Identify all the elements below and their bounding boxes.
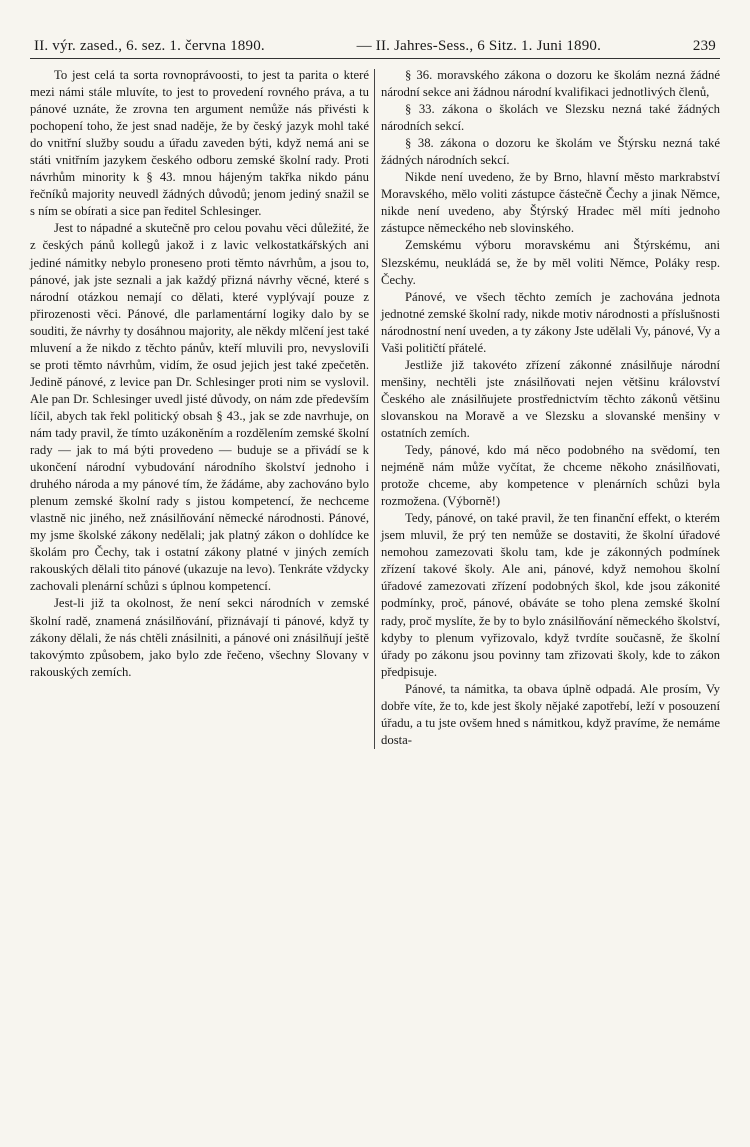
running-header	[30, 38, 720, 59]
left-column	[30, 67, 374, 749]
right-column	[375, 67, 720, 749]
page-number: 239	[692, 38, 716, 54]
paragraph: Tedy, pánové, on také pravil, že ten finanční effekt, o kterém jsem mluvil, že prý ten nemůže se dostaviti, že školní úřadové nemohou zamezovati školu tam, kde je zákonných podmínek zřízení takové školy. Ale ani, pánové, když nemohou školní úřadové zamezovati zřízení podobných škol, kde jsou zákonité podmínky, proč, pánové, obáváte se toho plena zemské školní rady, proč myslíte, že by to bylo znásilňování německého školství, kdyby to plenum vyřizovalo, když tvrdíte současně, že školní úřady po zákonu jsou povinny tam zřizovati školy, kde to zákon předpisuje.	[381, 511, 720, 679]
paragraph: § 38. zákona o dozoru ke školám ve Štýrsku nezná také žádných národních sekcí.	[381, 136, 720, 168]
header-left: II. výr. zased., 6. sez. 1. června 1890.	[34, 38, 265, 54]
paragraph: § 33. zákona o školách ve Slezsku nezná také žádných národních sekcí.	[381, 102, 720, 134]
paragraph: Jest-li již ta okolnost, že není sekci národních v zemské školní radě, znamená znásilňování, přiznávají ti pánové, když ty zákony dělali, že nás chtěli znásilniti, a pánové oni znásilňují ještě takovýmto způsobem, jako bylo zde řečeno, všechny Slovany v rakouských zemích.	[30, 596, 369, 679]
paragraph: Jest to nápadné a skutečně pro celou povahu věci důležité, že z českých pánů kollegů jakož i z lavic velkostatkářských ani jediné námitky nebylo proneseno proti těmto návrhům, a jsou to, pánové, jak jste seznali a jak každý přizná návrhy věcné, které s národní otázkou nemají co dělati, které vyplývají pouze z přirozenosti věci. Pánové, dle parlamentární logiky dalo by se souditi, že návrhy ty dosáhnou majority, ale někdy mlčení jest také mluvení a že nikdo z těchto pánův, kteří mluvili pro, nevysloviIi se proti těmto návrhům, vidím, že osud jejich jest také zpečetěn. Jedině pánové, z levice pan Dr. Schlesinger proti nim se vyslovil. Ale pan Dr. Schlesinger uvedl jisté důvody, on nám zde především líčil, abych tak řekl politický obsah § 43., jak se zde navrhuje, on nám tady pravil, že tímto uzákoněním a rozdělením zemské školní rady — jak to má býti provedeno — buduje se a přivádí se k ukončení národní vybudování národního školství jednoho i druhého národa a my pánové tím, že žádáme, aby zachováno bylo plenum zemské školní rady s jistou kompetencí, že nechceme vlastně nic jiného, než znásilňování německé národnosti. Pánové, my jsme školské zákony nedělali; jak platný zákon o dohlídce ke školám pro Čechy, tak i ostatní zákony platné v jiných zemích rakouských dělali tito pánové (ukazuje na levo). Tenkráte vždycky zachovali plenární schůzi s úplnou kompetencí.	[30, 221, 369, 594]
header-center: — II. Jahres-Sess., 6 Sitz. 1. Juni 1890.	[356, 38, 602, 54]
paragraph: Tedy, pánové, kdo má něco podobného na svědomí, ten nejméně nám může vyčítat, že chceme někoho znásilňovati, protože chceme, aby kompetence v plenárních schůzi byla rozmožena. (Výborně!)	[381, 443, 720, 509]
paragraph: Nikde není uvedeno, že by Brno, hlavní město markrabství Moravského, mělo voliti zástupce částečně Čechy a jinak Němce, nikde není uvedeno, aby Štýrský Hradec měl míti jednoho zástupce německého neb slovinského.	[381, 170, 720, 236]
text-columns	[30, 67, 720, 749]
paragraph: Zemskému výboru moravskému ani Štýrskému, ani Slezskému, neukládá se, že by měl voliti Němce, Poláky resp. Čechy.	[381, 238, 720, 287]
paragraph: § 36. moravského zákona o dozoru ke školám nezná žádné národní sekce ani žádnou národní kvalifikaci jednotlivých členů,	[381, 68, 720, 100]
paragraph: Jestliže již takovéto zřízení zákonné znásilňuje národní menšiny, nechtěli jste znásilňovati nejen většinu království Českého ale znásilňujete prostřednictvím těchto zákonů většinu slovanskou na Moravě a ve Slezsku a slovanské menšiny v ostatních zemích.	[381, 357, 720, 440]
paragraph: To jest celá ta sorta rovnoprávoosti, to jest ta parita o které mezi námi stále mluvíte, to jest to provedení rovného práva, a tu pánové uznáte, že zrovna ten argument nemůže nás přivésti k pochopení toho, že jest snad naděje, že by český jazyk mohl také do vnitřní služby soudu a úřadu zaveden býti, když nemá ani se státi vnitřním jazykem českého odboru zemské školní rady. Proti návrhům minority k § 43. mnou hájeným takřka nikdo pánu řečníků majority neuvedl žádných důvodů; jenom jediný snažil se s ním se obírati a sice pan ředitel Schlesinger.	[30, 68, 369, 219]
paragraph: Pánové, ve všech těchto zemích je zachována jednota jednotné zemské školní rady, nikde motiv národnosti a příslušnosti národnostní není uveden, a ty zákony Jste udělali Vy, pánové, Vy a Vaši političtí přátelé.	[381, 289, 720, 355]
page	[30, 38, 720, 749]
paragraph: Pánové, ta námitka, ta obava úplně odpadá. Ale prosím, Vy dobře víte, že to, kde jest školy nějaké zapotřebí, leží v posouzení úřadu, a tu jste ovšem hned s námitkou, když pravíme, že nemáme dosta-	[381, 681, 720, 747]
